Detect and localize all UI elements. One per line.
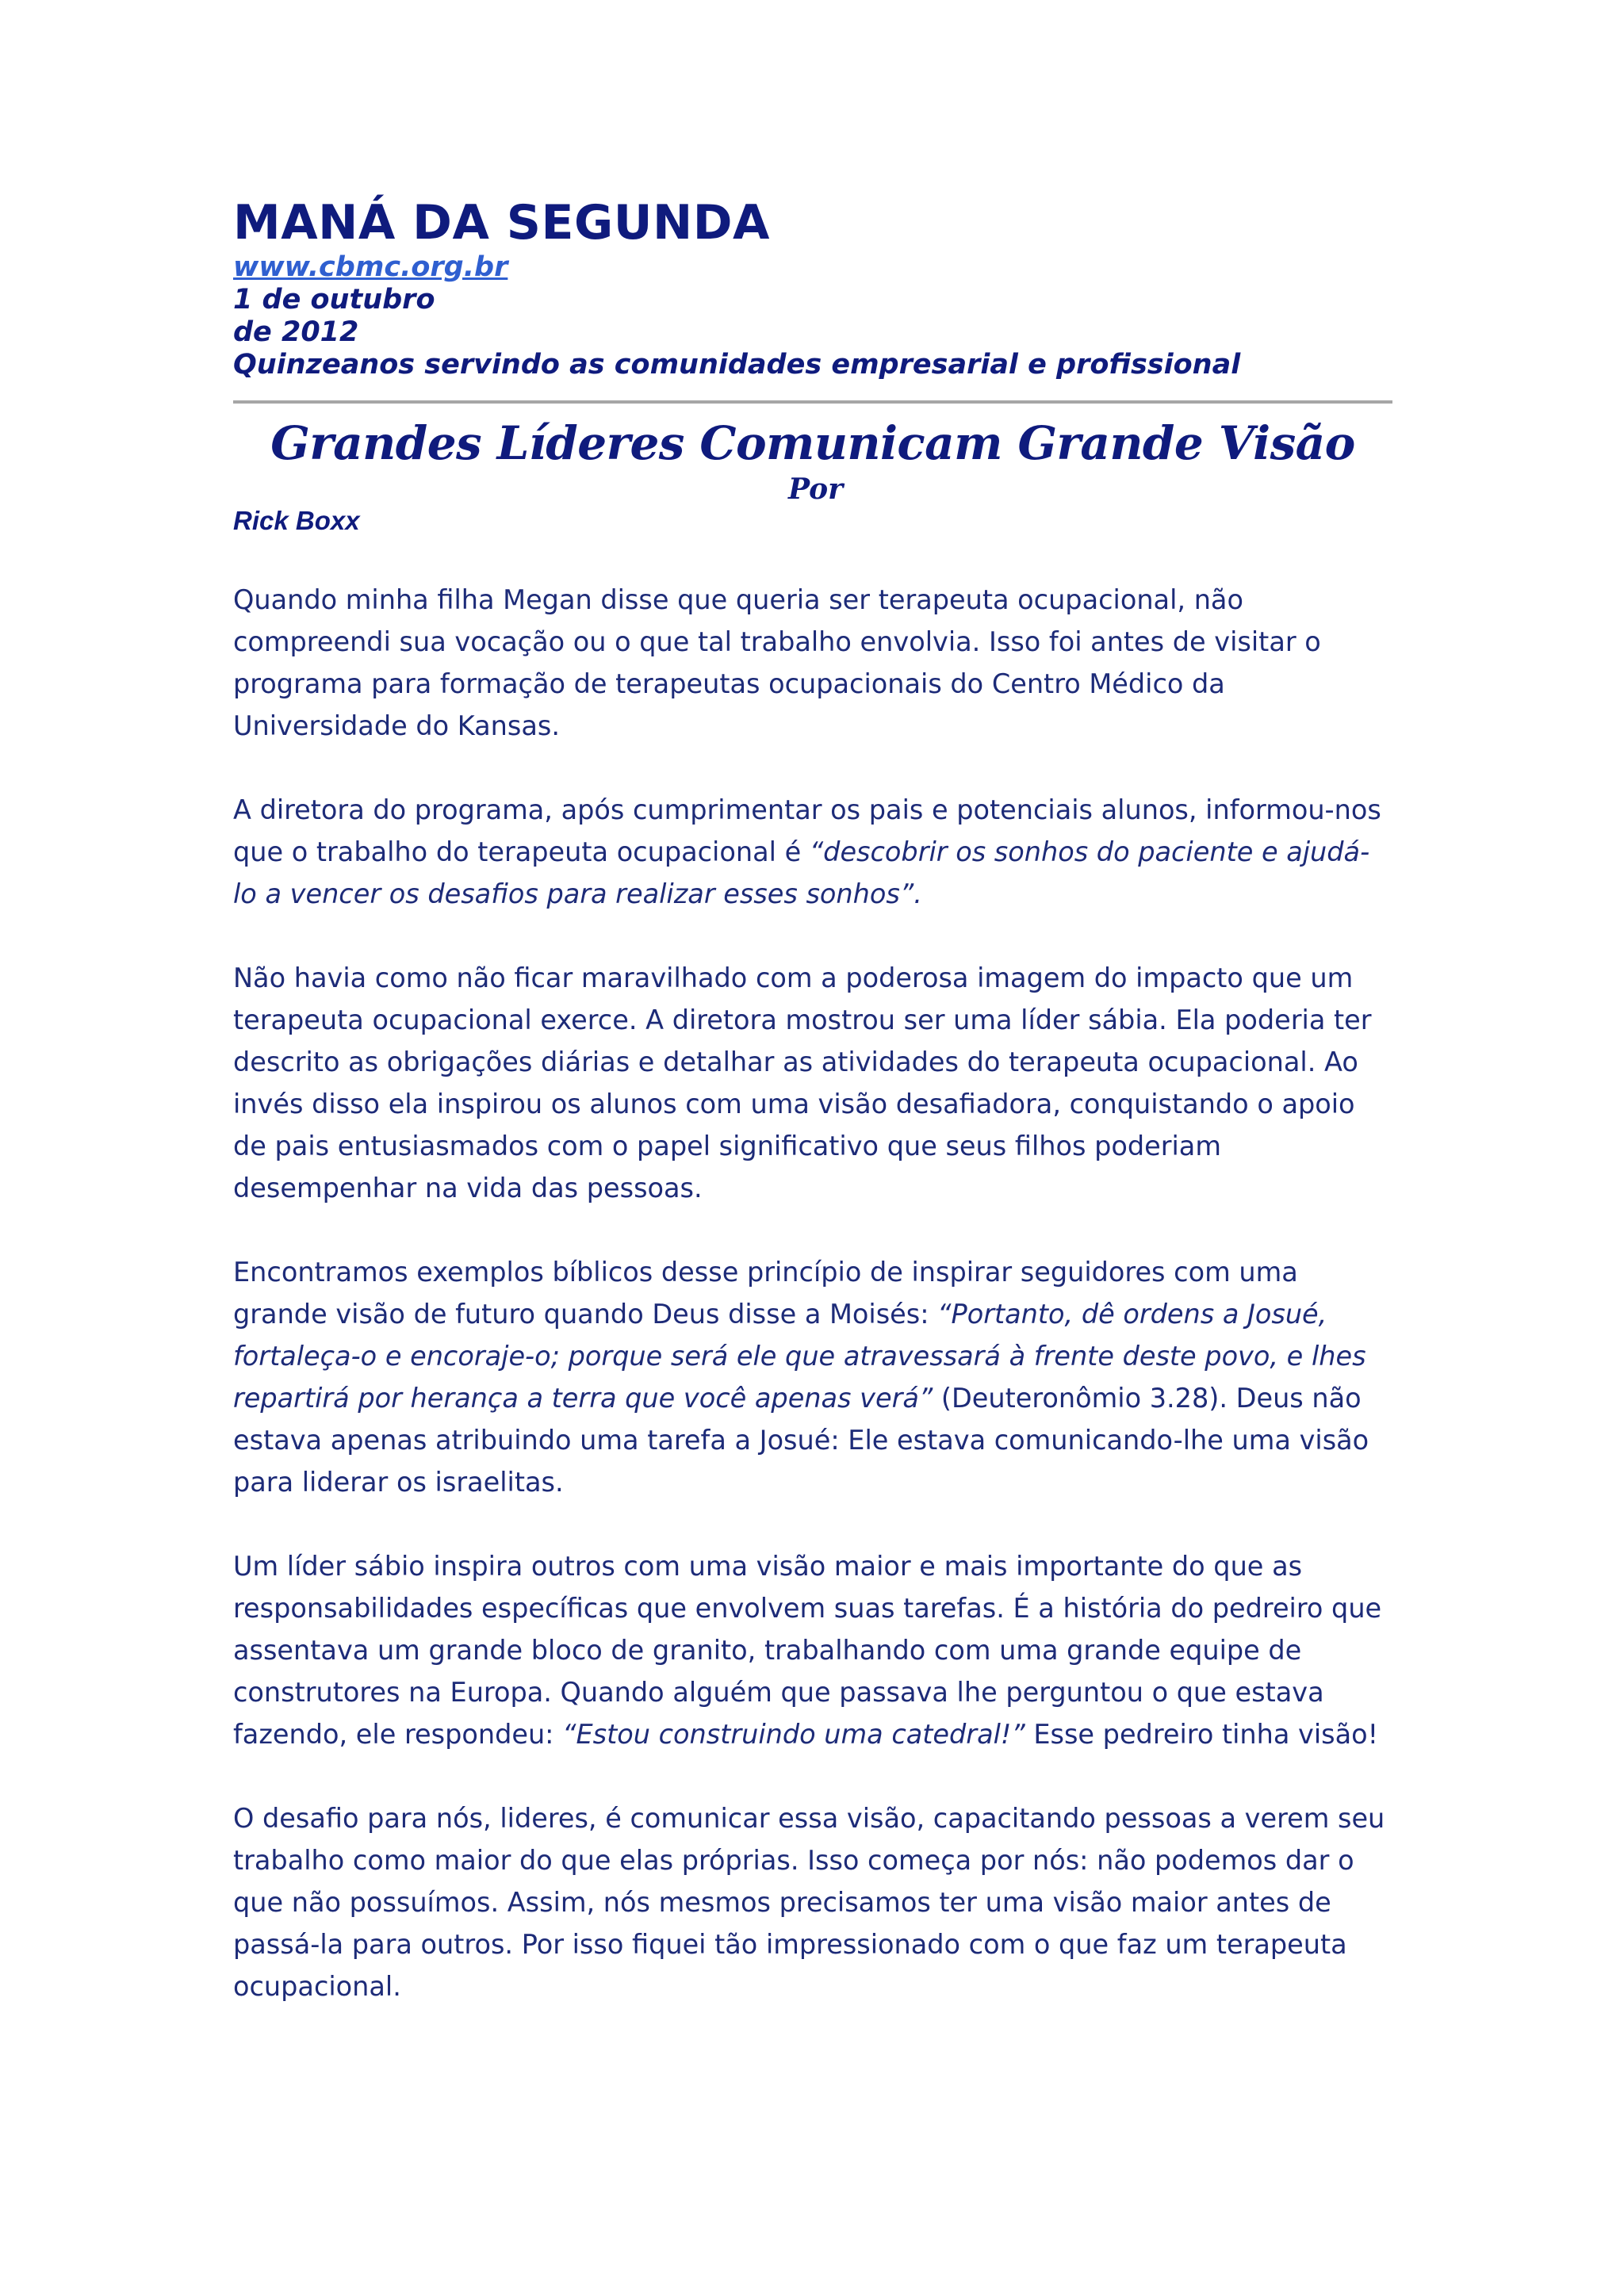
date-line-2: de 2012: [233, 316, 359, 348]
masthead: [233, 194, 1392, 381]
paragraph-5-text-end: Esse pedreiro tinha visão!: [1025, 1719, 1379, 1750]
paragraph-3: Não havia como não ficar maravilhado com a poderosa imagem do impacto que um terapeuta ocupacional exerce. A diretora mostrou ser uma líder sábia. Ela poderia ter descrito as obrigações diárias e detalhar as atividades do terapeuta ocupacional. Ao invés disso ela inspirou os alunos com uma visão desafiadora, conquistando o apoio de pais entusiasmados com o papel significativo que seus filhos poderiam desempenhar na vida das pessoas.: [233, 962, 1372, 1203]
paragraph-6: O desafio para nós, lideres, é comunicar essa visão, capacitando pessoas a verem seu trabalho como maior do que elas próprias. Isso começa por nós: não podemos dar o que não possuímos. Assim, nós mesmos precisamos ter uma visão maior antes de passá-la para outros. Por isso fiquei tão impressionado com o que faz um terapeuta ocupacional.: [233, 1803, 1385, 2002]
paragraph-5: [233, 1545, 1392, 1755]
paragraph-2-quote: “descobrir os sonhos do paciente e ajudá-lo a vencer os desafios para realizar esses sonhos”.: [233, 836, 1370, 909]
paragraph-4-text: Encontramos exemplos bíblicos desse princípio de inspirar seguidores com uma grande visão de futuro quando Deus disse a Moisés:: [233, 1257, 1298, 1330]
paragraph-4: [233, 1251, 1392, 1503]
article-body: [233, 579, 1392, 2007]
paragraph-4-quote: “Portanto, dê ordens a Josué, fortaleça-o e encoraje-o; porque será ele que atravessará à frente deste povo, e lhes repartirá por herança a terra que você apenas verá”: [233, 1299, 1366, 1414]
article-author: Rick Boxx: [233, 506, 360, 535]
website-link[interactable]: www.cbmc.org.br: [233, 251, 508, 283]
paragraph-5-text: Um líder sábio inspira outros com uma visão maior e mais importante do que as responsabilidades específicas que envolvem suas tarefas. É a história do pedreiro que assentava um grande bloco de granito, trabalhando com uma grande equipe de construtores na Europa. Quando alguém que passava lhe perguntou o que estava fazendo, ele respondeu:: [233, 1551, 1382, 1750]
paragraph-2-text: A diretora do programa, após cumprimentar os pais e potenciais alunos, informou-nos que o trabalho do terapeuta ocupacional é: [233, 794, 1381, 867]
date-line-1: 1 de outubro: [233, 284, 435, 316]
paragraph-2: [233, 789, 1392, 915]
paragraph-1: Quando minha filha Megan disse que queria ser terapeuta ocupacional, não compreendi sua vocação ou o que tal trabalho envolvia. Isso foi antes de visitar o programa para formação de terapeutas ocupacionais do Centro Médico da Universidade do Kansas.: [233, 584, 1321, 741]
document-page: [233, 194, 1392, 2049]
newsletter-title: MANÁ DA SEGUNDA: [233, 195, 770, 251]
article-title: Grandes Líderes Comunicam Grande Visão: [270, 416, 1355, 470]
header-divider: [233, 400, 1392, 404]
paragraph-4-text-end: (Deuteronômio 3.28). Deus não estava apenas atribuindo uma tarefa a Josué: Ele estava comunicando-lhe uma visão para liderar os israelitas.: [233, 1383, 1369, 1498]
website-line: [233, 251, 1392, 284]
byline-label: Por: [788, 473, 844, 506]
paragraph-5-quote: “Estou construindo uma catedral!”: [562, 1719, 1025, 1750]
tagline: Quinzeanos servindo as comunidades empresarial e profissional: [233, 349, 1241, 381]
